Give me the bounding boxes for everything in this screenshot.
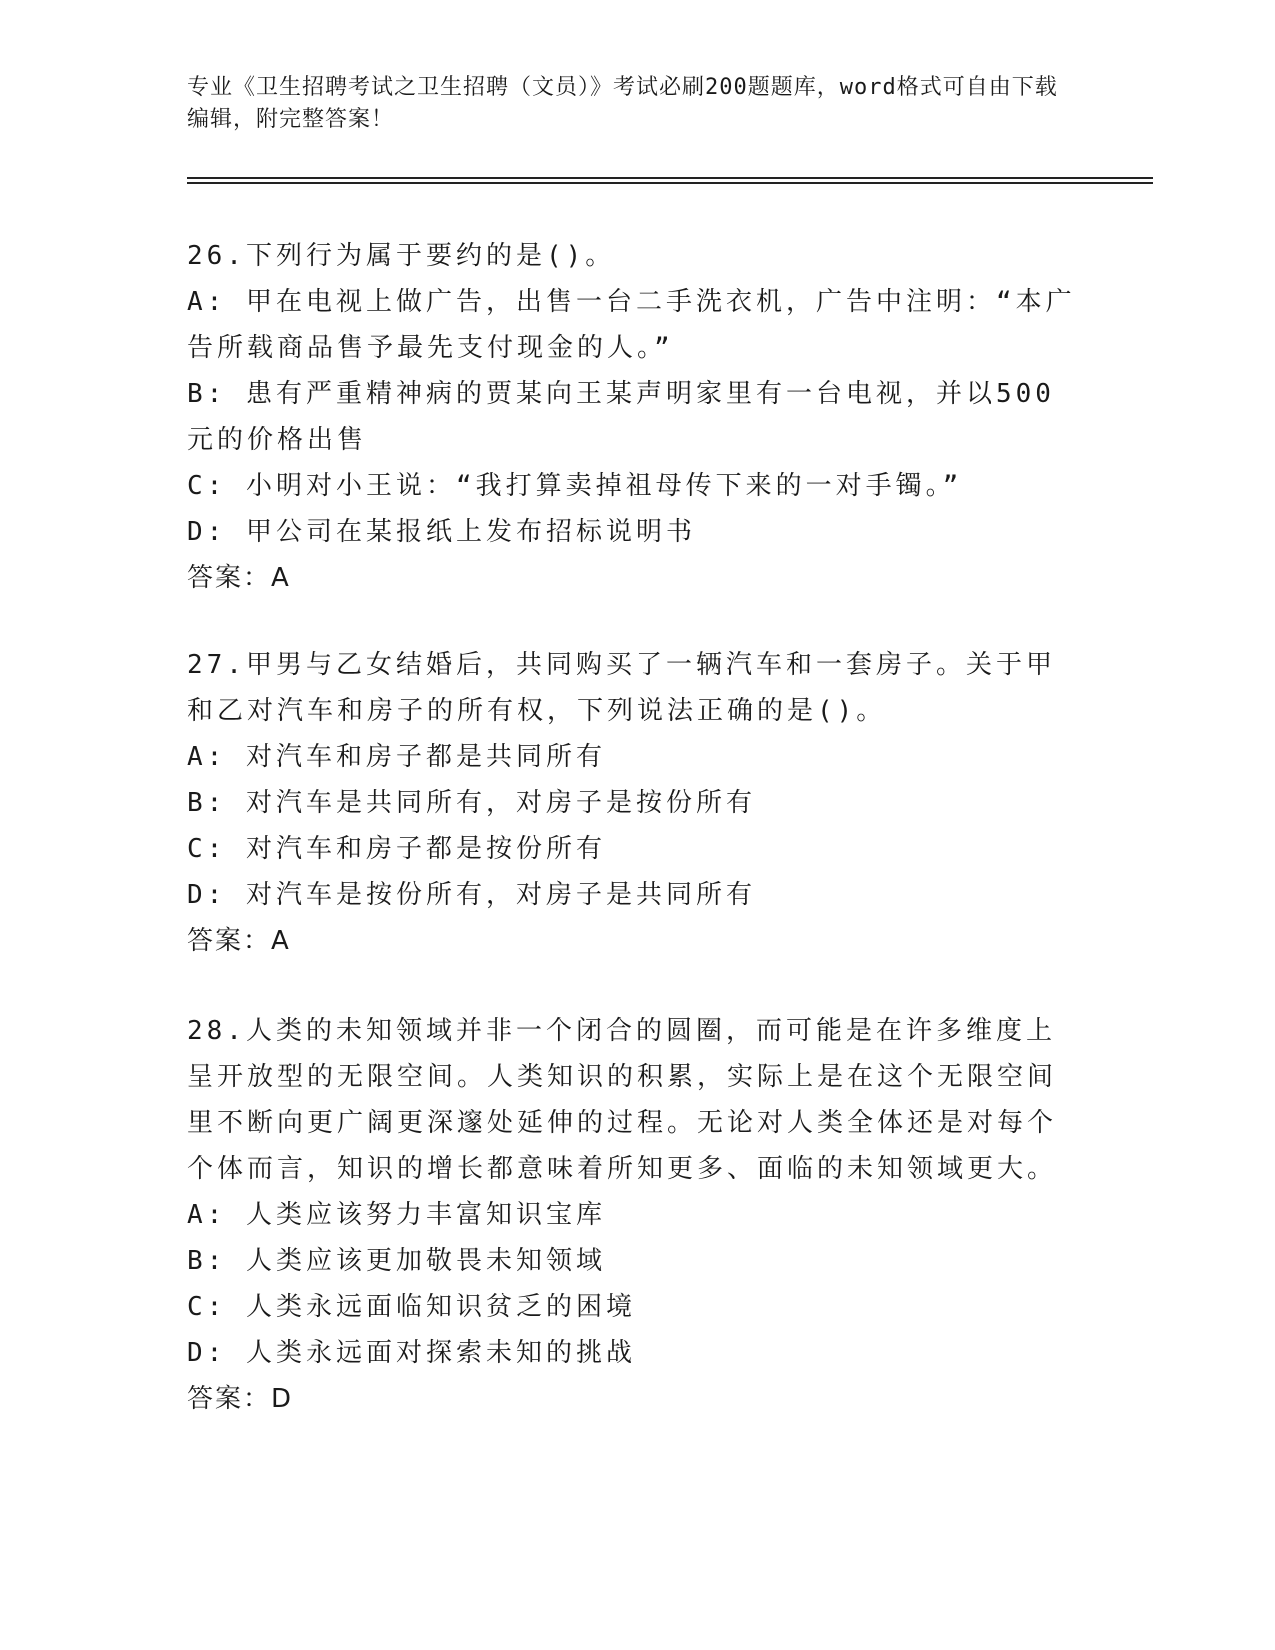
header-divider-top [187, 177, 1153, 179]
option-b: B: 人类应该更加敬畏未知领域 [187, 1246, 606, 1276]
option-b: B: 患有严重精神病的贾某向王某声明家里有一台电视，并以500元的价格出售 [187, 379, 1055, 455]
answer-label: 答案：A [187, 563, 291, 593]
option-a: A: 对汽车和房子都是共同所有 [187, 742, 606, 772]
option-d: D: 甲公司在某报纸上发布招标说明书 [187, 517, 696, 547]
answer-label: 答案：A [187, 926, 291, 956]
question-27 [187, 642, 1077, 964]
option-d: D: 人类永远面对探索未知的挑战 [187, 1338, 636, 1368]
answer-label: 答案：D [187, 1384, 294, 1414]
header-divider-bottom [187, 182, 1153, 184]
option-c: C: 对汽车和房子都是按份所有 [187, 834, 606, 864]
option-b: B: 对汽车是共同所有，对房子是按份所有 [187, 788, 756, 818]
question-28 [187, 1008, 1077, 1422]
option-d: D: 对汽车是按份所有，对房子是共同所有 [187, 880, 756, 910]
option-c: C: 人类永远面临知识贫乏的困境 [187, 1292, 636, 1322]
question-stem: 28.人类的未知领域并非一个闭合的圆圈，而可能是在许多维度上呈开放型的无限空间。人类知识的积累，实际上是在这个无限空间里不断向更广阔更深邃处延伸的过程。无论对人类全体还是对每个个体而言，知识的增长都意味着所知更多、面临的未知领域更大。 [187, 1016, 1058, 1184]
question-stem: 26.下列行为属于要约的是()。 [187, 241, 616, 271]
question-stem: 27.甲男与乙女结婚后，共同购买了一辆汽车和一套房子。关于甲和乙对汽车和房子的所有权，下列说法正确的是()。 [187, 650, 1056, 726]
option-c: C: 小明对小王说：“我打算卖掉祖母传下来的一对手镯。” [187, 471, 963, 501]
option-a: A: 人类应该努力丰富知识宝库 [187, 1200, 606, 1230]
option-a: A: 甲在电视上做广告，出售一台二手洗衣机，广告中注明：“本广告所载商品售予最先支付现金的人。” [187, 287, 1076, 363]
question-26 [187, 233, 1077, 601]
header-text: 专业《卫生招聘考试之卫生招聘（文员）》考试必刷200题题库，word格式可自由下载编辑，附完整答案！ [187, 75, 1058, 132]
document-header [187, 72, 1067, 136]
